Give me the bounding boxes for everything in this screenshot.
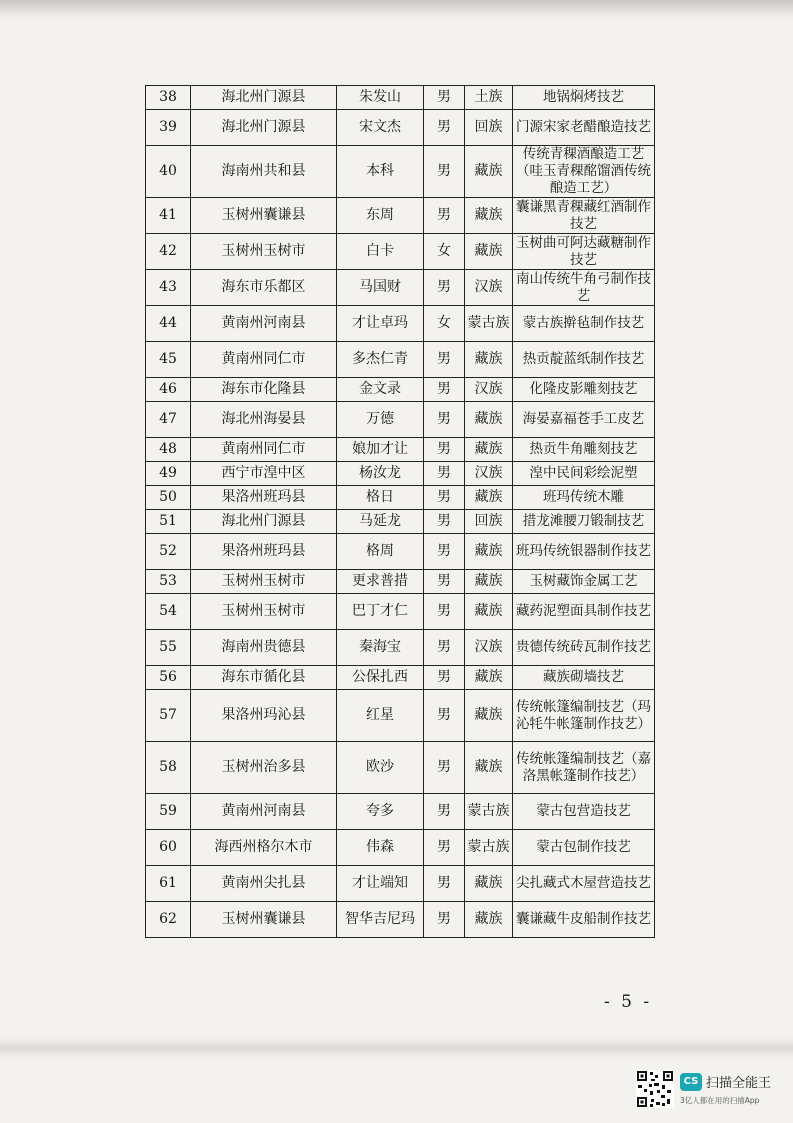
row-number: 38 <box>146 86 191 110</box>
row-name: 更求普措 <box>337 570 424 594</box>
table-row <box>146 594 655 630</box>
row-gender: 男 <box>424 198 465 234</box>
row-gender: 男 <box>424 510 465 534</box>
row-number: 57 <box>146 690 191 742</box>
row-name: 多杰仁青 <box>337 342 424 378</box>
row-number: 51 <box>146 510 191 534</box>
row-name: 万德 <box>337 402 424 438</box>
row-number: 55 <box>146 630 191 666</box>
row-ethnicity: 藏族 <box>465 866 513 902</box>
row-gender: 男 <box>424 830 465 866</box>
table-row <box>146 690 655 742</box>
row-region: 海南州共和县 <box>191 146 337 198</box>
row-number: 47 <box>146 402 191 438</box>
row-name: 本科 <box>337 146 424 198</box>
row-gender: 男 <box>424 486 465 510</box>
row-craft: 传统青稞酒酿造工艺（哇玉青稞酩馏酒传统酿造工艺） <box>513 146 655 198</box>
row-gender: 男 <box>424 742 465 794</box>
row-ethnicity: 藏族 <box>465 666 513 690</box>
table-row <box>146 830 655 866</box>
table-row <box>146 570 655 594</box>
row-region: 玉树州治多县 <box>191 742 337 794</box>
row-ethnicity: 藏族 <box>465 198 513 234</box>
row-gender: 男 <box>424 666 465 690</box>
table-row <box>146 146 655 198</box>
row-gender: 男 <box>424 378 465 402</box>
row-ethnicity: 藏族 <box>465 438 513 462</box>
row-craft: 班玛传统木雕 <box>513 486 655 510</box>
row-number: 53 <box>146 570 191 594</box>
row-name: 夸多 <box>337 794 424 830</box>
row-region: 玉树州玉树市 <box>191 570 337 594</box>
row-craft: 湟中民间彩绘泥塑 <box>513 462 655 486</box>
row-gender: 男 <box>424 270 465 306</box>
row-name: 才让端知 <box>337 866 424 902</box>
row-craft: 蒙古族擀毡制作技艺 <box>513 306 655 342</box>
row-craft: 玉树曲可阿达藏糖制作技艺 <box>513 234 655 270</box>
row-name: 东周 <box>337 198 424 234</box>
row-name: 杨汝龙 <box>337 462 424 486</box>
row-region: 海南州贵德县 <box>191 630 337 666</box>
row-name: 金文录 <box>337 378 424 402</box>
row-ethnicity: 藏族 <box>465 486 513 510</box>
row-region: 海东市化隆县 <box>191 378 337 402</box>
row-number: 46 <box>146 378 191 402</box>
table-row <box>146 666 655 690</box>
row-region: 黄南州河南县 <box>191 794 337 830</box>
table-row <box>146 486 655 510</box>
row-gender: 男 <box>424 438 465 462</box>
table-row <box>146 342 655 378</box>
row-name: 宋文杰 <box>337 110 424 146</box>
row-number: 45 <box>146 342 191 378</box>
row-name: 巴丁才仁 <box>337 594 424 630</box>
row-craft: 尖扎藏式木屋营造技艺 <box>513 866 655 902</box>
row-gender: 男 <box>424 342 465 378</box>
row-ethnicity: 藏族 <box>465 594 513 630</box>
table-row <box>146 902 655 938</box>
camscanner-logo-icon: CS <box>680 1073 702 1091</box>
row-gender: 男 <box>424 630 465 666</box>
page-number: - 5 - <box>604 992 653 1012</box>
row-ethnicity: 回族 <box>465 110 513 146</box>
row-number: 42 <box>146 234 191 270</box>
row-region: 海北州门源县 <box>191 86 337 110</box>
table-row <box>146 110 655 146</box>
row-gender: 男 <box>424 866 465 902</box>
row-gender: 男 <box>424 402 465 438</box>
row-ethnicity: 汉族 <box>465 462 513 486</box>
row-gender: 男 <box>424 690 465 742</box>
row-name: 马延龙 <box>337 510 424 534</box>
row-number: 44 <box>146 306 191 342</box>
row-region: 玉树州囊谦县 <box>191 198 337 234</box>
row-ethnicity: 藏族 <box>465 742 513 794</box>
row-number: 58 <box>146 742 191 794</box>
row-gender: 男 <box>424 110 465 146</box>
row-gender: 女 <box>424 306 465 342</box>
row-number: 62 <box>146 902 191 938</box>
row-ethnicity: 藏族 <box>465 534 513 570</box>
table-row <box>146 534 655 570</box>
row-region: 海东市乐都区 <box>191 270 337 306</box>
row-name: 才让卓玛 <box>337 306 424 342</box>
row-ethnicity: 藏族 <box>465 690 513 742</box>
scanner-watermark <box>636 1070 786 1112</box>
row-region: 玉树州玉树市 <box>191 234 337 270</box>
row-number: 52 <box>146 534 191 570</box>
row-ethnicity: 汉族 <box>465 270 513 306</box>
row-region: 海西州格尔木市 <box>191 830 337 866</box>
table-row <box>146 866 655 902</box>
table-row <box>146 402 655 438</box>
table-row <box>146 742 655 794</box>
row-ethnicity: 汉族 <box>465 378 513 402</box>
heritage-inheritors-table <box>145 85 655 938</box>
row-region: 海北州门源县 <box>191 110 337 146</box>
row-name: 智华吉尼玛 <box>337 902 424 938</box>
row-ethnicity: 蒙古族 <box>465 830 513 866</box>
row-name: 娘加才让 <box>337 438 424 462</box>
row-craft: 热贡牛角雕刻技艺 <box>513 438 655 462</box>
row-number: 56 <box>146 666 191 690</box>
row-region: 西宁市湟中区 <box>191 462 337 486</box>
row-name: 红星 <box>337 690 424 742</box>
table-body <box>146 86 655 938</box>
row-ethnicity: 蒙古族 <box>465 794 513 830</box>
row-craft: 玉树藏饰金属工艺 <box>513 570 655 594</box>
row-region: 黄南州同仁市 <box>191 342 337 378</box>
row-number: 50 <box>146 486 191 510</box>
row-name: 白卡 <box>337 234 424 270</box>
scan-bottom-shadow <box>0 1038 793 1058</box>
table-row <box>146 794 655 830</box>
row-craft: 化隆皮影雕刻技艺 <box>513 378 655 402</box>
row-ethnicity: 藏族 <box>465 402 513 438</box>
row-craft: 传统帐篷编制技艺（嘉洛黑帐篷制作技艺） <box>513 742 655 794</box>
row-ethnicity: 土族 <box>465 86 513 110</box>
row-name: 格周 <box>337 534 424 570</box>
qr-code-icon <box>636 1070 674 1108</box>
row-craft: 南山传统牛角弓制作技艺 <box>513 270 655 306</box>
row-gender: 男 <box>424 86 465 110</box>
row-number: 54 <box>146 594 191 630</box>
scanner-app-tagline: 3亿人都在用的扫描App <box>680 1096 760 1105</box>
scanner-app-name: 扫描全能王 <box>706 1076 772 1091</box>
row-number: 39 <box>146 110 191 146</box>
row-craft: 囊谦藏牛皮船制作技艺 <box>513 902 655 938</box>
row-craft: 海晏嘉福苍手工皮艺 <box>513 402 655 438</box>
row-ethnicity: 汉族 <box>465 630 513 666</box>
row-craft: 地锅焖烤技艺 <box>513 86 655 110</box>
table-row <box>146 378 655 402</box>
row-region: 玉树州玉树市 <box>191 594 337 630</box>
row-number: 60 <box>146 830 191 866</box>
table-row <box>146 438 655 462</box>
row-gender: 男 <box>424 570 465 594</box>
row-name: 秦海宝 <box>337 630 424 666</box>
row-name: 公保扎西 <box>337 666 424 690</box>
row-region: 果洛州玛沁县 <box>191 690 337 742</box>
row-number: 48 <box>146 438 191 462</box>
row-ethnicity: 藏族 <box>465 342 513 378</box>
row-region: 海东市循化县 <box>191 666 337 690</box>
table-row <box>146 270 655 306</box>
row-craft: 门源宋家老醋酿造技艺 <box>513 110 655 146</box>
table-row <box>146 306 655 342</box>
row-number: 40 <box>146 146 191 198</box>
row-region: 果洛州班玛县 <box>191 486 337 510</box>
row-number: 43 <box>146 270 191 306</box>
row-ethnicity: 藏族 <box>465 902 513 938</box>
row-craft: 班玛传统银器制作技艺 <box>513 534 655 570</box>
row-number: 49 <box>146 462 191 486</box>
row-name: 格日 <box>337 486 424 510</box>
row-ethnicity: 藏族 <box>465 146 513 198</box>
row-craft: 藏药泥塑面具制作技艺 <box>513 594 655 630</box>
row-gender: 男 <box>424 902 465 938</box>
row-number: 41 <box>146 198 191 234</box>
table-row <box>146 510 655 534</box>
row-region: 玉树州囊谦县 <box>191 902 337 938</box>
row-name: 欧沙 <box>337 742 424 794</box>
row-gender: 男 <box>424 794 465 830</box>
row-name: 伟森 <box>337 830 424 866</box>
row-craft: 传统帐篷编制技艺（玛沁牦牛帐篷制作技艺） <box>513 690 655 742</box>
table-row <box>146 86 655 110</box>
row-region: 黄南州同仁市 <box>191 438 337 462</box>
row-craft: 贵德传统砖瓦制作技艺 <box>513 630 655 666</box>
row-craft: 热贡靛蓝纸制作技艺 <box>513 342 655 378</box>
row-name: 朱发山 <box>337 86 424 110</box>
row-gender: 男 <box>424 594 465 630</box>
row-ethnicity: 藏族 <box>465 570 513 594</box>
row-gender: 男 <box>424 462 465 486</box>
row-craft: 蒙古包营造技艺 <box>513 794 655 830</box>
table-row <box>146 462 655 486</box>
row-craft: 蒙古包制作技艺 <box>513 830 655 866</box>
row-craft: 藏族砌墙技艺 <box>513 666 655 690</box>
table-row <box>146 630 655 666</box>
row-region: 果洛州班玛县 <box>191 534 337 570</box>
row-ethnicity: 藏族 <box>465 234 513 270</box>
row-gender: 男 <box>424 534 465 570</box>
scan-top-shadow <box>0 0 793 18</box>
row-region: 黄南州尖扎县 <box>191 866 337 902</box>
row-ethnicity: 回族 <box>465 510 513 534</box>
row-ethnicity: 蒙古族 <box>465 306 513 342</box>
row-region: 海北州门源县 <box>191 510 337 534</box>
row-region: 海北州海晏县 <box>191 402 337 438</box>
row-gender: 男 <box>424 146 465 198</box>
row-region: 黄南州河南县 <box>191 306 337 342</box>
table-row <box>146 234 655 270</box>
row-gender: 女 <box>424 234 465 270</box>
table-row <box>146 198 655 234</box>
row-craft: 囊谦黑青稞藏红酒制作技艺 <box>513 198 655 234</box>
row-craft: 措龙滩腰刀锻制技艺 <box>513 510 655 534</box>
row-number: 59 <box>146 794 191 830</box>
row-name: 马国财 <box>337 270 424 306</box>
row-number: 61 <box>146 866 191 902</box>
